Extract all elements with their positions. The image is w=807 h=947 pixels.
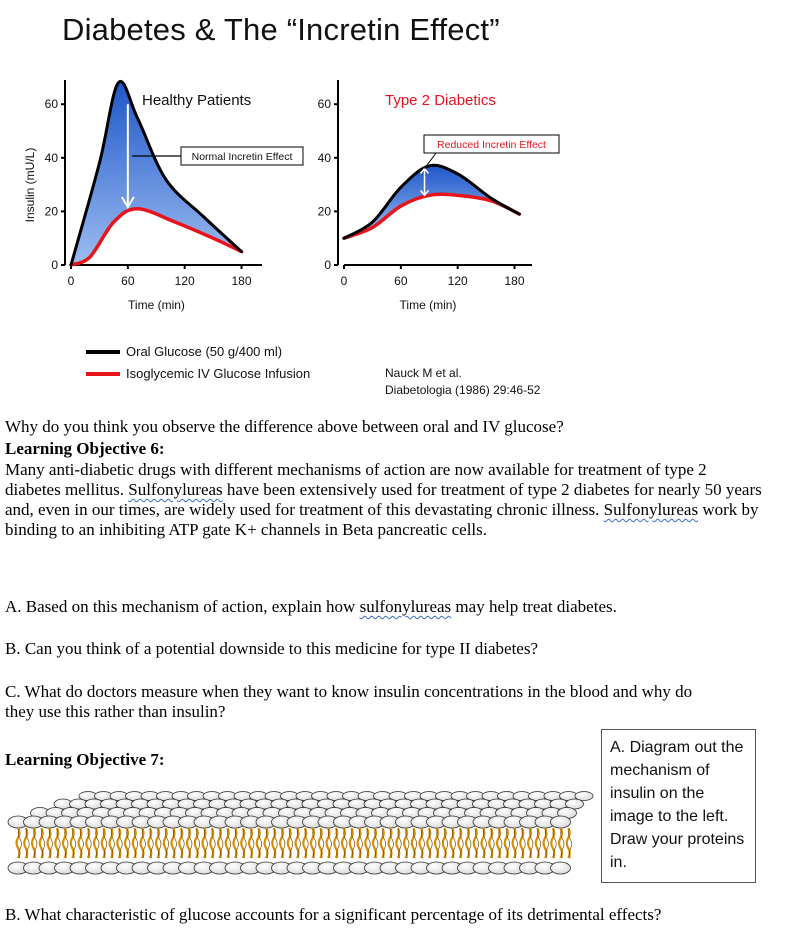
- citation-authors: Nauck M et al.: [385, 366, 462, 380]
- citation-journal: Diabetologia (1986) 29:46-52: [385, 383, 541, 397]
- phospholipid-bilayer: [0, 782, 610, 882]
- x-tick-label: 120: [174, 274, 195, 288]
- qa-part-a: A. Based on this mechanism of action, explain how: [5, 597, 360, 616]
- chart-title: Type 2 Diabetics: [385, 92, 496, 109]
- p1-part-b: have been extensively used for treatment of type 2 diabetes for nearly 50 years and, even in our times, are widely used for treatment of this devastating chronic illness.: [5, 480, 762, 519]
- type2-chart: [318, 80, 559, 312]
- y-tick-label: 40: [317, 150, 331, 165]
- x-tick-label: 60: [121, 274, 135, 288]
- legend-iv-label: Isoglycemic IV Glucose Infusion: [126, 366, 311, 381]
- lipid-head: [551, 862, 571, 874]
- x-tick-label: 60: [394, 274, 408, 288]
- p1-part-c: work by binding to an inhibiting ATP gate K+ channels in Beta pancreatic cells.: [5, 500, 759, 539]
- final-question: B. What characteristic of glucose accounts for a significant percentage of its detrimental effects?: [5, 905, 662, 924]
- x-tick-label: 180: [504, 274, 525, 288]
- legend-oral-label: Oral Glucose (50 g/400 ml): [126, 344, 283, 359]
- p1-part-a: Many anti-diabetic drugs with different mechanisms of action are now available for treatment of type 2 diabetes mellitus.: [5, 460, 707, 499]
- x-axis-label: Time (min): [399, 298, 457, 312]
- qa-part-b: may help treat diabetes.: [451, 597, 617, 616]
- diagram-instruction-box: A. Diagram out the mechanism of insulin on the image to the left. Draw your proteins in.: [601, 729, 756, 883]
- y-tick-label: 60: [44, 97, 58, 112]
- y-tick-label: 40: [44, 150, 58, 165]
- y-axis-label: Insulin (mU/L): [23, 147, 37, 223]
- annotation-label: Reduced Incretin Effect: [437, 139, 546, 151]
- y-tick-label: 0: [324, 258, 331, 272]
- annotation-label: Normal Incretin Effect: [191, 151, 293, 163]
- learning-objective-7: Learning Objective 7:: [5, 750, 165, 769]
- page-title: Diabetes & The “Incretin Effect”: [62, 12, 500, 47]
- learning-objective-6: Learning Objective 6:: [5, 439, 165, 458]
- x-tick-label: 180: [231, 274, 252, 288]
- legend-iv: [86, 366, 310, 381]
- question-c: C. What do doctors measure when they want to know insulin concentrations in the blood and why do they use this rather than insulin?: [5, 682, 693, 721]
- y-tick-label: 20: [317, 204, 331, 219]
- qa-term: sulfonylureas: [359, 597, 452, 616]
- p1-term-1: Sulfonylureas: [128, 480, 223, 499]
- question-b: B. Can you think of a potential downside to this medicine for type II diabetes?: [5, 639, 539, 658]
- legend-oral-swatch: [86, 350, 120, 354]
- x-tick-label: 0: [340, 274, 348, 288]
- x-tick-label: 120: [447, 274, 468, 288]
- lipid-head: [551, 816, 571, 828]
- incretin-charts: [0, 70, 807, 340]
- question-oral-vs-iv: Why do you think you observe the difference above between oral and IV glucose?: [5, 417, 564, 436]
- healthy-chart: [23, 80, 303, 312]
- x-tick-label: 0: [67, 274, 75, 288]
- legend-oral: [86, 344, 282, 359]
- y-tick-label: 20: [44, 204, 58, 219]
- p1-term-2: Sulfonylureas: [603, 500, 699, 519]
- legend-iv-swatch: [86, 372, 120, 376]
- chart-title: Healthy Patients: [142, 92, 252, 109]
- question-a: [5, 597, 795, 617]
- y-tick-label: 60: [317, 97, 331, 112]
- y-tick-label: 0: [51, 258, 58, 272]
- x-axis-label: Time (min): [128, 298, 185, 312]
- sulfonylurea-paragraph: [5, 460, 765, 540]
